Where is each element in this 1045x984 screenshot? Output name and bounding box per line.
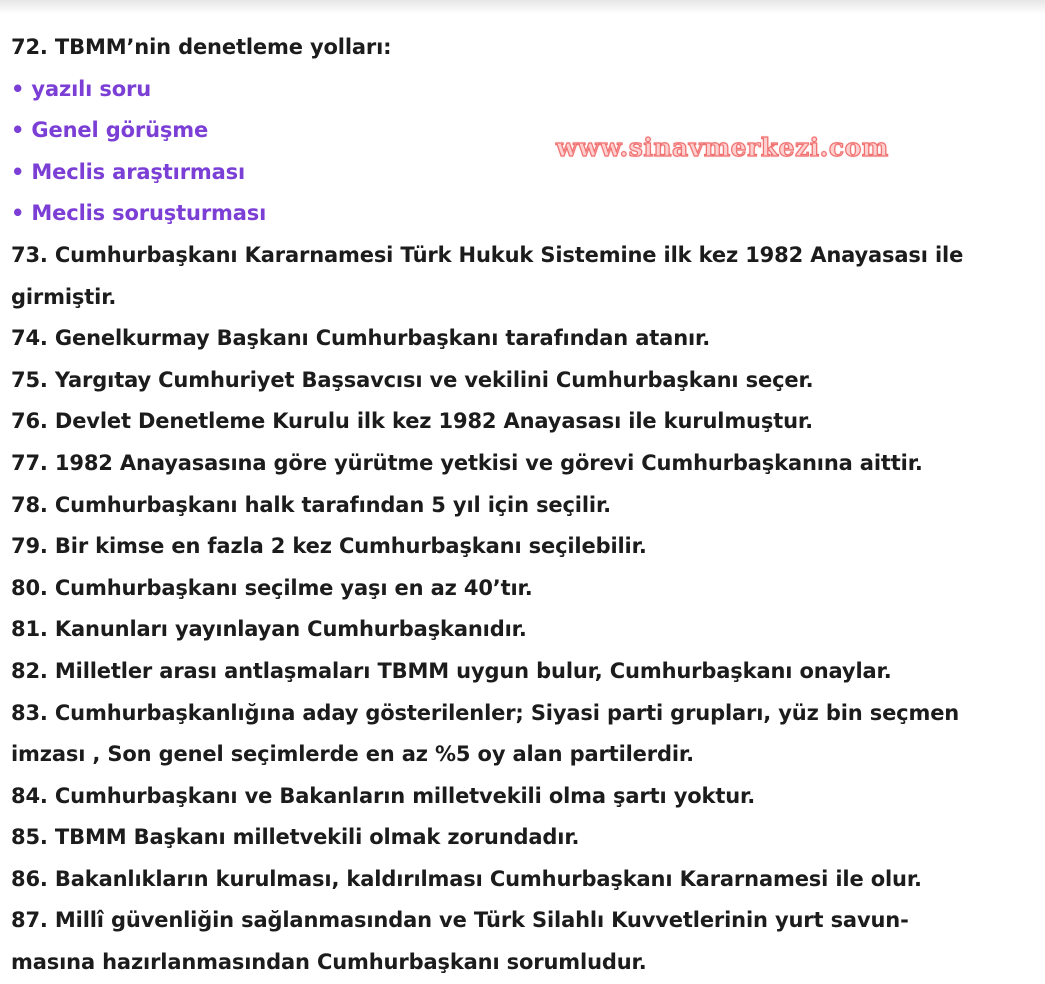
text-line: 72. TBMM’nin denetleme yolları: [11, 35, 392, 59]
text-line: girmiştir. [11, 284, 117, 309]
bullet-item: • Genel görüşme [11, 118, 209, 143]
text-line: 87. Millî güvenliğin sağlanmasından ve Türk Silahlı Kuvvetlerinin yurt savun- [11, 908, 909, 933]
text-line: 77. 1982 Anayasasına göre yürütme yetkisi ve görevi Cumhurbaşkanına aittir. [11, 450, 923, 475]
text-line: 84. Cumhurbaşkanı ve Bakanların milletvekili olma şartı yoktur. [11, 783, 756, 808]
text-line: 73. Cumhurbaşkanı Kararnamesi Türk Hukuk Sistemine ilk kez 1982 Anayasası ile [11, 242, 964, 267]
text-line: 76. Devlet Denetleme Kurulu ilk kez 1982 Anayasası ile kurulmuştur. [11, 409, 813, 434]
text-line: 81. Kanunları yayınlayan Cumhurbaşkanıdır. [11, 617, 527, 642]
text-line: 80. Cumhurbaşkanı seçilme yaşı en az 40’tır. [11, 575, 533, 600]
text-line: 78. Cumhurbaşkanı halk tarafından 5 yıl için seçilir. [11, 492, 611, 517]
text-line: 85. TBMM Başkanı milletvekili olmak zorundadır. [11, 825, 580, 850]
top-edge-strip [0, 0, 1045, 14]
text-line: 75. Yargıtay Cumhuriyet Başsavcısı ve vekilini Cumhurbaşkanı seçer. [11, 367, 814, 392]
text-line: masına hazırlanmasından Cumhurbaşkanı sorumludur. [11, 950, 647, 975]
text-line: 82. Milletler arası antlaşmaları TBMM uygun bulur, Cumhurbaşkanı onaylar. [11, 658, 892, 683]
text-line: imzası , Son genel seçimlerde en az %5 oy alan partilerdir. [11, 742, 694, 767]
bullet-item: • Meclis soruşturması [11, 201, 267, 226]
text-line: 74. Genelkurmay Başkanı Cumhurbaşkanı tarafından atanır. [11, 326, 711, 351]
text-line: 86. Bakanlıkların kurulması, kaldırılması Cumhurbaşkanı Kararnamesi ile olur. [11, 866, 922, 891]
text-line: 83. Cumhurbaşkanlığına aday gösterilenler; Siyasi parti grupları, yüz bin seçmen [11, 700, 960, 725]
document-body [11, 27, 1036, 984]
bullet-item: • yazılı soru [11, 76, 152, 101]
watermark: www.sinavmerkezi.com [556, 133, 889, 162]
text-line: 79. Bir kimse en fazla 2 kez Cumhurbaşkanı seçilebilir. [11, 534, 647, 559]
bullet-item: • Meclis araştırması [11, 159, 246, 184]
